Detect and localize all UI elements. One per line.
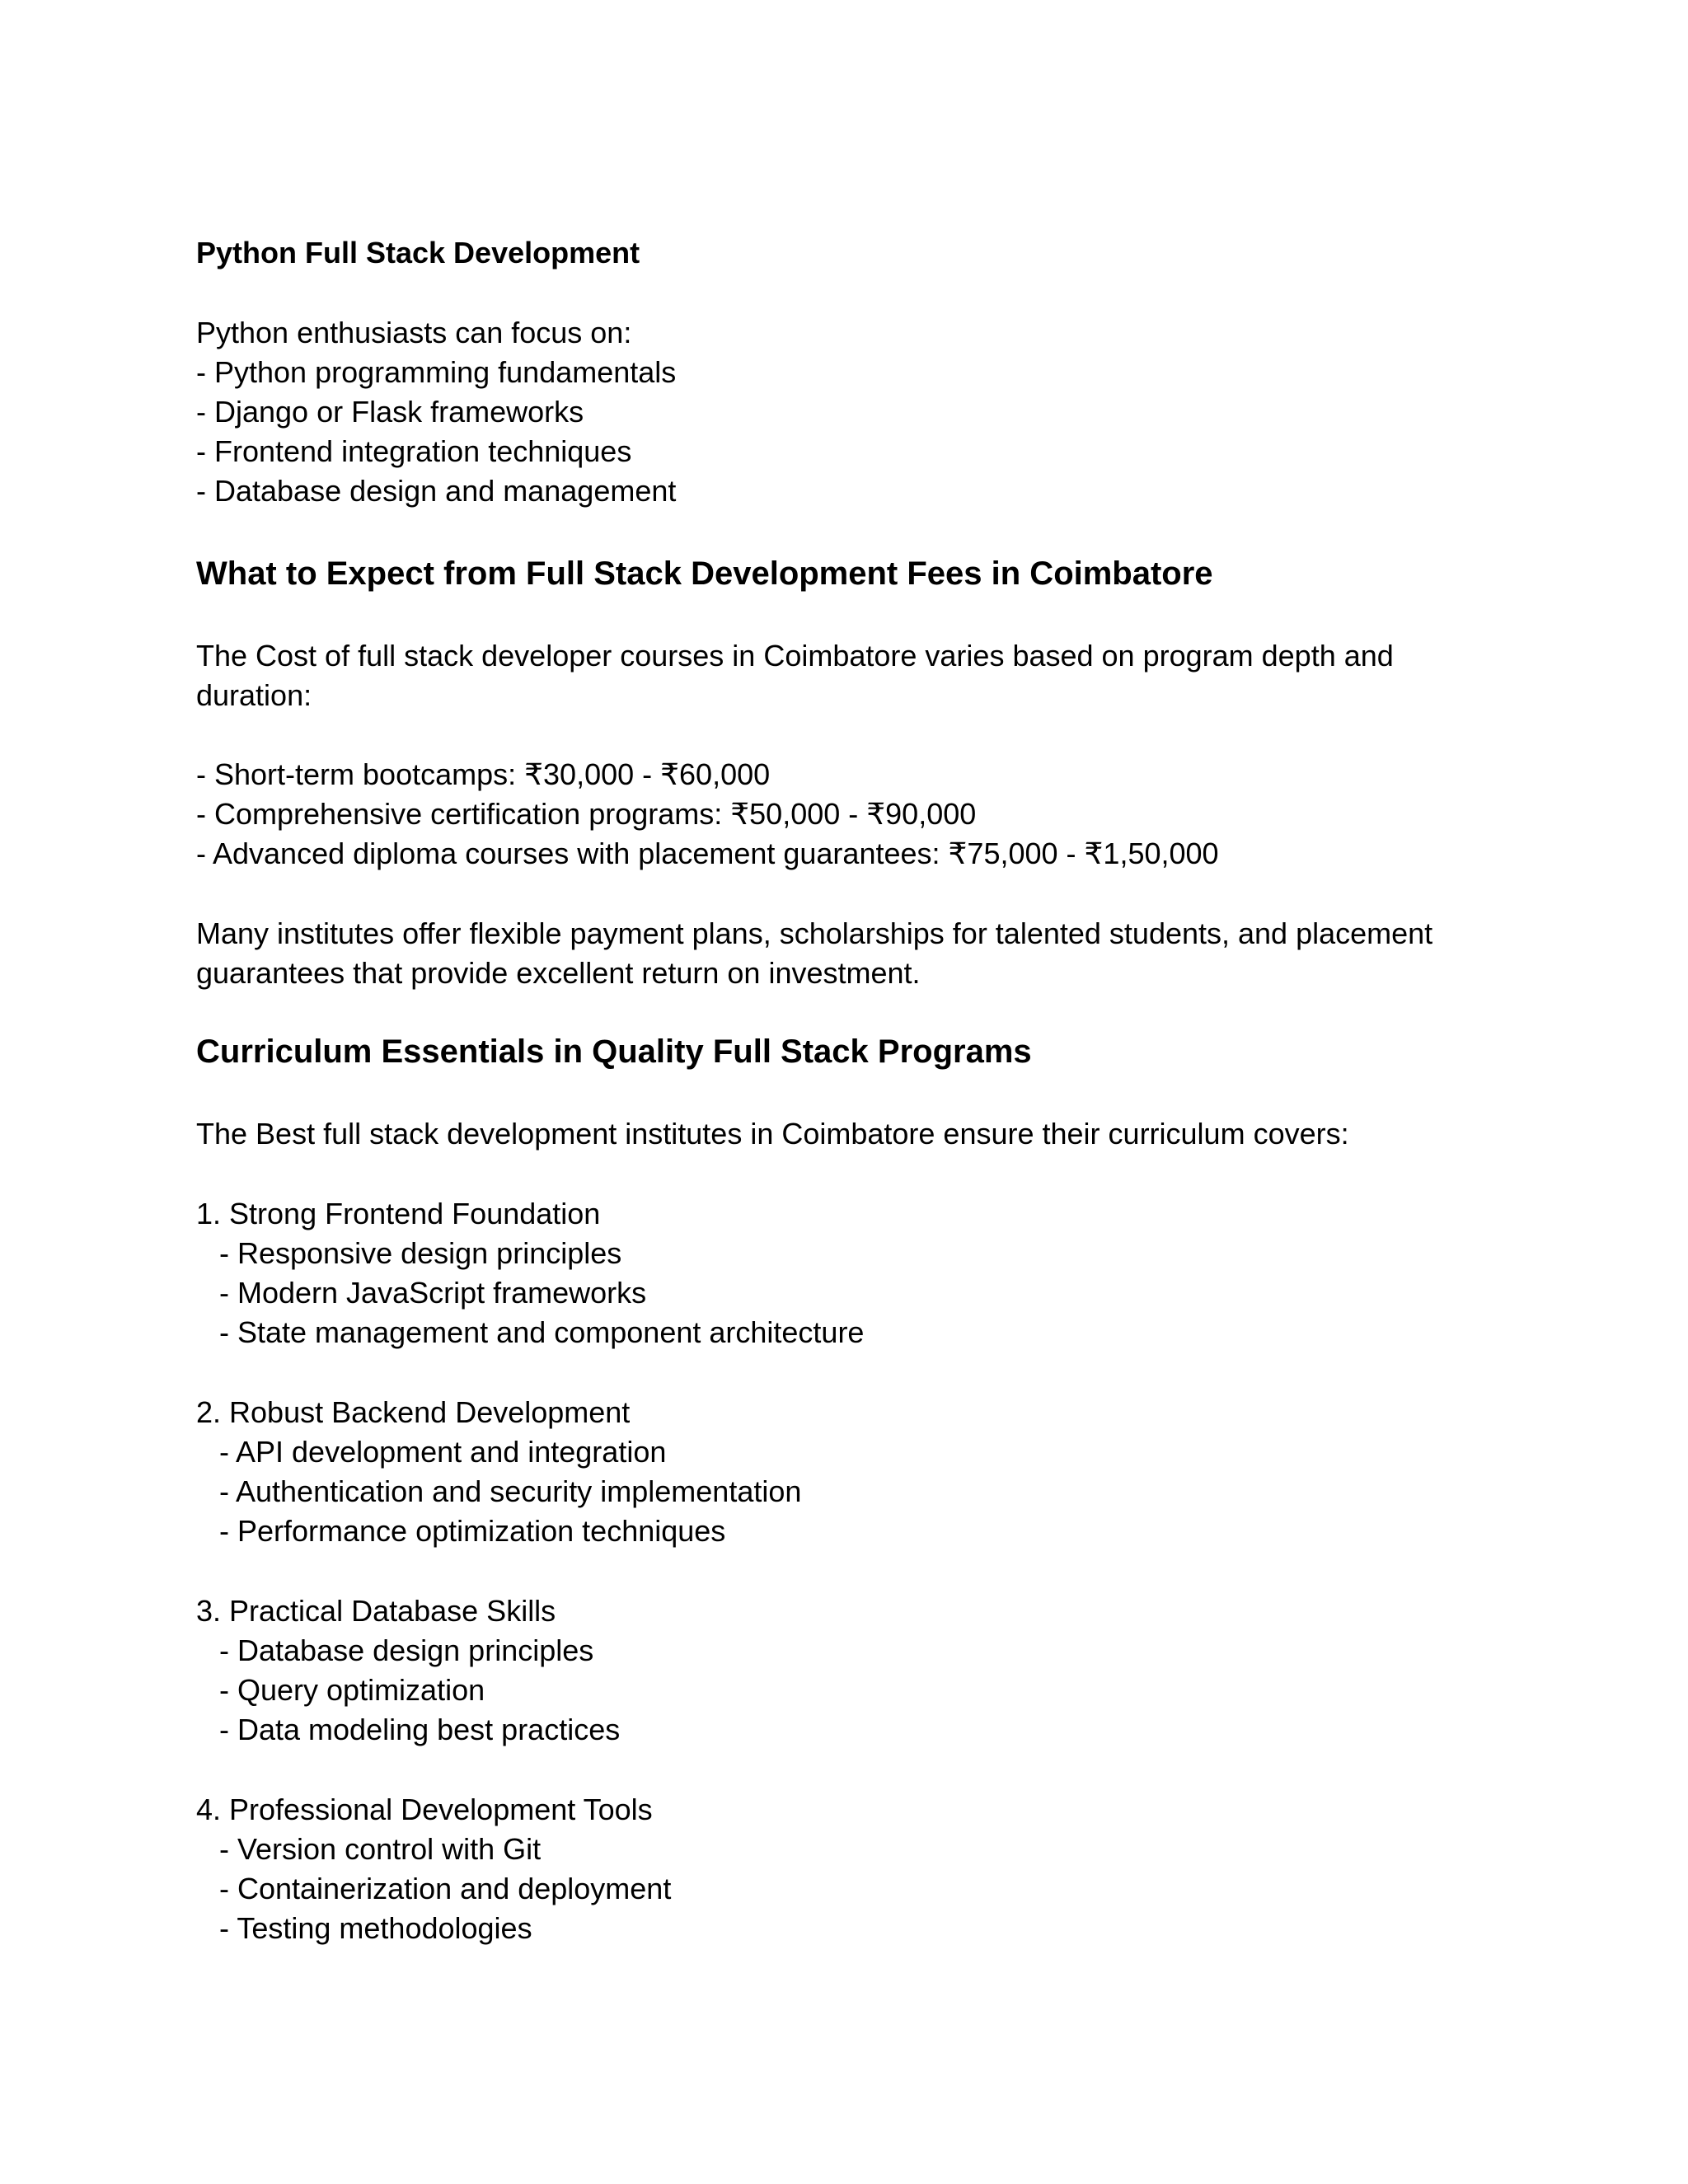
curriculum-list-item: - Data modeling best practices [219,1713,621,1746]
curriculum-list-item: - Modern JavaScript frameworks [219,1276,647,1310]
curriculum-list-item: - Query optimization [219,1673,485,1707]
python-list-item: - Python programming fundamentals [196,355,677,389]
curriculum-list-item: - State management and component architecture [219,1315,865,1349]
python-list-item: - Frontend integration techniques [196,434,632,468]
curriculum-section-title: 4. Professional Development Tools [196,1793,653,1826]
fees-list-item: - Comprehensive certification programs: ₹50,000 - ₹90,000 [196,797,977,831]
fees-intro-line: The Cost of full stack developer courses in Coimbatore varies based on program depth and [196,639,1394,673]
curriculum-section-title: 3. Practical Database Skills [196,1594,556,1628]
python-intro: Python enthusiasts can focus on: [196,316,632,349]
curriculum-list-item: - Database design principles [219,1633,594,1667]
curriculum-list-item: - Responsive design principles [219,1236,622,1270]
curriculum-intro: The Best full stack development institutes in Coimbatore ensure their curriculum covers: [196,1117,1349,1151]
curriculum-list-item: - Containerization and deployment [219,1872,672,1905]
curriculum-list-item: - Authentication and security implementation [219,1474,802,1508]
fees-outro-line: guarantees that provide excellent return on investment. [196,956,921,990]
section-heading-python: Python Full Stack Development [196,236,640,269]
curriculum-list-item: - Performance optimization techniques [219,1514,726,1548]
fees-list-item: - Short-term bootcamps: ₹30,000 - ₹60,000 [196,757,771,791]
python-list-item: - Database design and management [196,474,677,508]
fees-outro-line: Many institutes offer flexible payment plans, scholarships for talented students, and placement [196,916,1433,950]
curriculum-list-item: - API development and integration [219,1435,667,1469]
fees-intro-line: duration: [196,678,312,712]
section-heading-curriculum: Curriculum Essentials in Quality Full Stack Programs [196,1033,1032,1070]
curriculum-section-title: 2. Robust Backend Development [196,1395,631,1429]
curriculum-list-item: - Version control with Git [219,1832,542,1866]
curriculum-list-item: - Testing methodologies [219,1911,532,1945]
python-list-item: - Django or Flask frameworks [196,395,584,429]
curriculum-section-title: 1. Strong Frontend Foundation [196,1197,601,1230]
fees-list-item: - Advanced diploma courses with placement guarantees: ₹75,000 - ₹1,50,000 [196,837,1219,870]
section-heading-fees: What to Expect from Full Stack Development Fees in Coimbatore [196,555,1213,592]
